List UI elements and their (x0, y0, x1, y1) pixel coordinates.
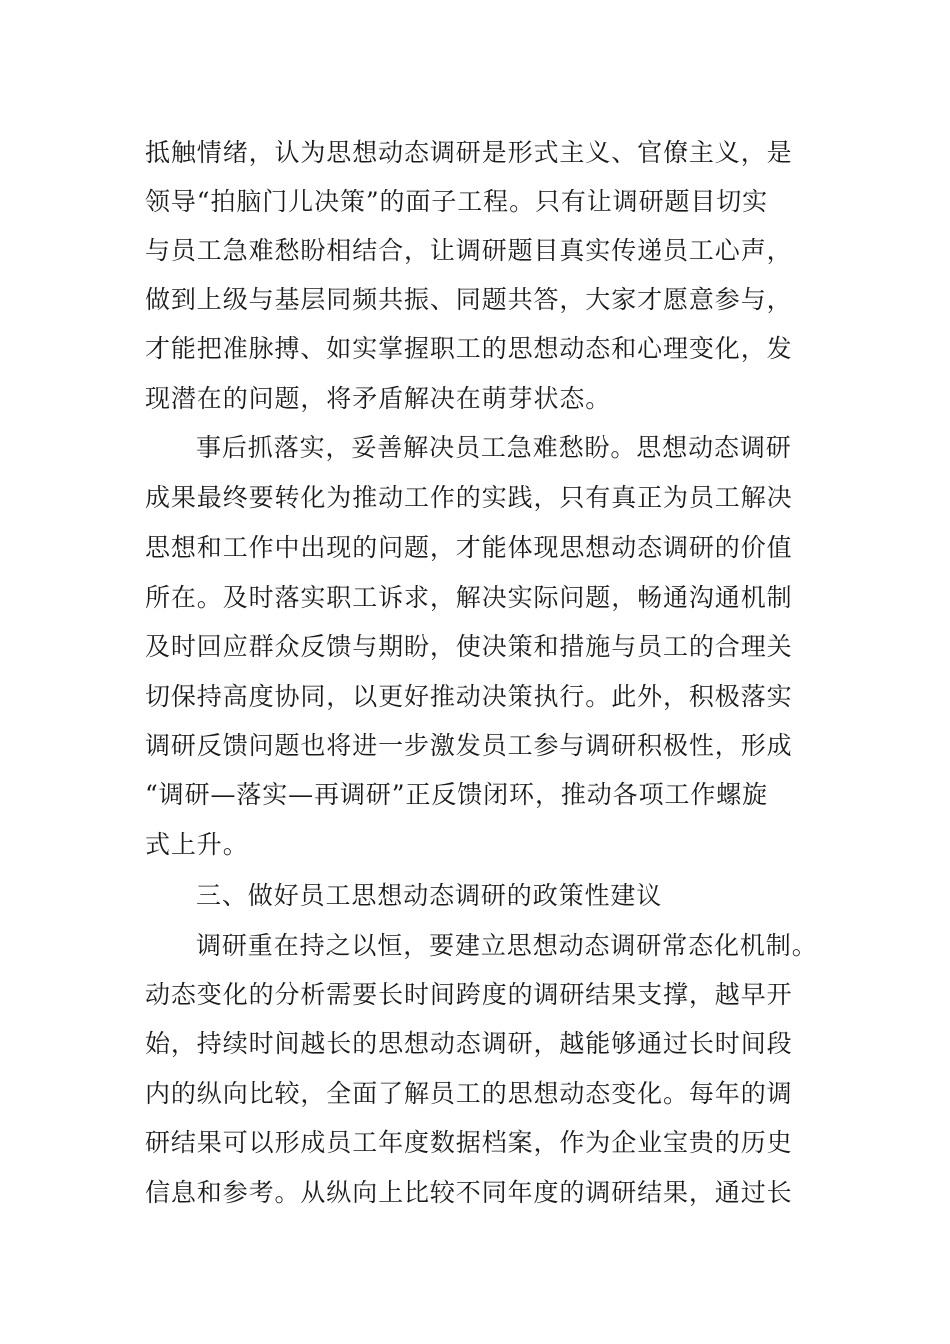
body-text-line: 领导“拍脑门儿决策”的面子工程。只有让调研题目切实 (145, 187, 769, 216)
body-text-line: 式上升。 (145, 830, 249, 859)
body-text-line: 做到上级与基层同频共振、同题共答，大家才愿意参与， (145, 285, 793, 314)
body-text-line: 所在。及时落实职工诉求，解决实际问题，畅通沟通机制 (145, 583, 793, 612)
body-text-line: 切保持高度协同，以更好推动决策执行。此外，积极落实 (145, 682, 793, 711)
body-text-line: 成果最终要转化为推动工作的实践，只有真正为员工解决 (145, 483, 793, 512)
body-text-line: “调研—落实—再调研”正反馈闭环，推动各项工作螺旋 (145, 780, 769, 809)
body-text-line: 动态变化的分析需要长时间跨度的调研结果支撑，越早开 (145, 980, 793, 1009)
body-text-line: 研结果可以形成员工年度数据档案，作为企业宝贵的历史 (145, 1128, 793, 1157)
body-text-line: 内的纵向比较，全面了解员工的思想动态变化。每年的调 (145, 1079, 793, 1108)
body-text-line: 抵触情绪，认为思想动态调研是形式主义、官僚主义，是 (145, 138, 793, 167)
body-text-line: 调研反馈问题也将进一步激发员工参与调研积极性，形成 (145, 731, 793, 760)
body-text-line: 信息和参考。从纵向上比较不同年度的调研结果，通过长 (145, 1178, 793, 1207)
body-text-line: 现潜在的问题，将矛盾解决在萌芽状态。 (145, 384, 612, 413)
body-text-line: 始，持续时间越长的思想动态调研，越能够通过长时间段 (145, 1029, 793, 1058)
body-text-line: 才能把准脉搏、如实掌握职工的思想动态和心理变化，发 (145, 334, 793, 363)
body-text-line: 思想和工作中出现的问题，才能体现思想动态调研的价值 (145, 533, 793, 562)
paragraph-first-line: 调研重在持之以恒，要建立思想动态调研常态化机制。 (196, 931, 818, 960)
body-text-line: 与员工急难愁盼相结合，让调研题目真实传递员工心声， (145, 236, 793, 265)
paragraph-first-line: 事后抓落实，妥善解决员工急难愁盼。思想动态调研 (196, 433, 792, 462)
section-heading: 三、做好员工思想动态调研的政策性建议 (196, 881, 663, 910)
body-text-line: 及时回应群众反馈与期盼，使决策和措施与员工的合理关 (145, 632, 793, 661)
